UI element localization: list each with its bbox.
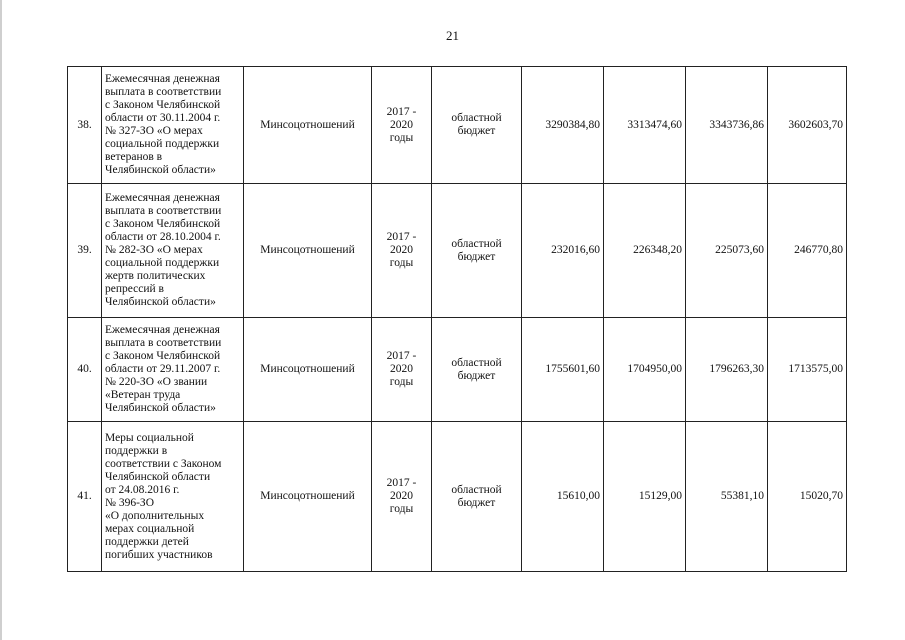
amount-2017: 232016,60	[522, 184, 604, 318]
measure-name: Ежемесячная денежная выплата в соответствии с Законом Челябинской области от 28.10.2004 г. № 282-ЗО «О мерах социальной поддержки жертв политических репрессий в Челябинской области»	[102, 184, 244, 318]
table-row	[68, 422, 847, 572]
amount-2019: 3343736,86	[686, 67, 768, 184]
page-left-edge	[0, 0, 2, 640]
amount-2020: 1713575,00	[768, 318, 847, 422]
funding-source: областной бюджет	[432, 184, 522, 318]
row-number: 38.	[68, 67, 102, 184]
measure-name: Ежемесячная денежная выплата в соответствии с Законом Челябинской области от 30.11.2004 г. № 327-ЗО «О мерах социальной поддержки ветеранов в Челябинской области»	[102, 67, 244, 184]
table-row	[68, 184, 847, 318]
measure-name: Меры социальной поддержки в соответствии с Законом Челябинской области от 24.08.2016 г. № 396-ЗО «О дополнительных мерах социальной поддержки детей погибших участников	[102, 422, 244, 572]
amount-2019: 1796263,30	[686, 318, 768, 422]
amount-2018: 3313474,60	[604, 67, 686, 184]
executor: Минсоцотношений	[244, 422, 372, 572]
amount-2019: 55381,10	[686, 422, 768, 572]
row-number: 41.	[68, 422, 102, 572]
measure-name: Ежемесячная денежная выплата в соответствии с Законом Челябинской области от 29.11.2007 г. № 220-ЗО «О звании «Ветеран труда Челябинской области»	[102, 318, 244, 422]
executor: Минсоцотношений	[244, 318, 372, 422]
row-number: 39.	[68, 184, 102, 318]
budget-table	[67, 66, 847, 572]
period: 2017 - 2020 годы	[372, 67, 432, 184]
executor: Минсоцотношений	[244, 184, 372, 318]
table-row	[68, 318, 847, 422]
amount-2020: 15020,70	[768, 422, 847, 572]
funding-source: областной бюджет	[432, 422, 522, 572]
page-number: 21	[446, 28, 459, 43]
table-row	[68, 67, 847, 184]
period: 2017 - 2020 годы	[372, 184, 432, 318]
amount-2018: 15129,00	[604, 422, 686, 572]
period: 2017 - 2020 годы	[372, 318, 432, 422]
amount-2017: 1755601,60	[522, 318, 604, 422]
funding-source: областной бюджет	[432, 318, 522, 422]
amount-2018: 1704950,00	[604, 318, 686, 422]
amount-2020: 246770,80	[768, 184, 847, 318]
amount-2018: 226348,20	[604, 184, 686, 318]
funding-source: областной бюджет	[432, 67, 522, 184]
amount-2017: 3290384,80	[522, 67, 604, 184]
amount-2019: 225073,60	[686, 184, 768, 318]
row-number: 40.	[68, 318, 102, 422]
amount-2020: 3602603,70	[768, 67, 847, 184]
executor: Минсоцотношений	[244, 67, 372, 184]
amount-2017: 15610,00	[522, 422, 604, 572]
period: 2017 - 2020 годы	[372, 422, 432, 572]
